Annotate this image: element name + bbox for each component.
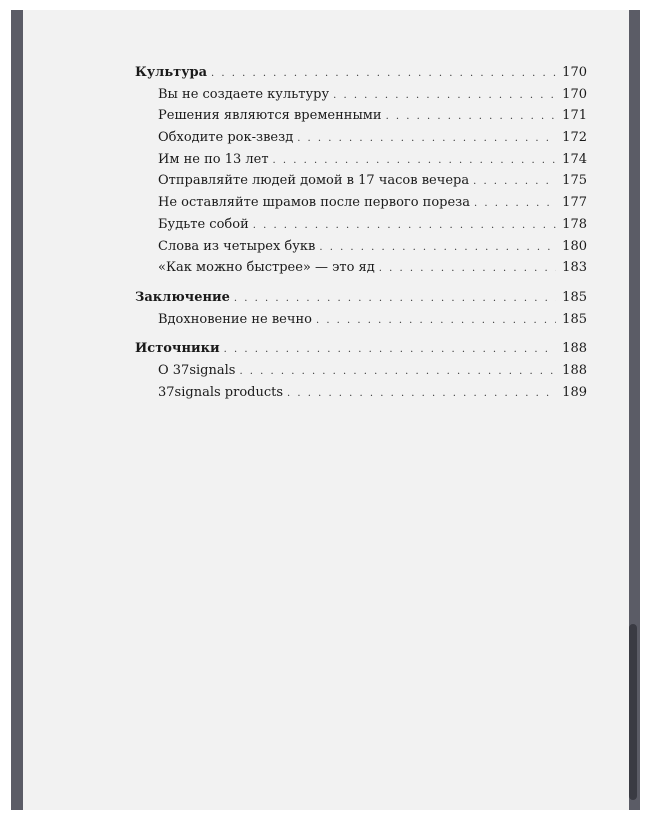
toc-page-number: 180: [562, 238, 587, 254]
toc-entry-title: О 37signals: [158, 362, 236, 378]
dot-leader: [273, 150, 557, 172]
toc-entry-row[interactable]: [135, 236, 587, 258]
toc-page-number: 172: [562, 130, 587, 146]
toc-page-number: 185: [562, 311, 587, 327]
dot-leader: [473, 171, 556, 193]
toc-chapter-row[interactable]: [135, 338, 587, 360]
toc-page-number: 183: [562, 260, 587, 276]
toc-entry-row[interactable]: [135, 84, 587, 106]
dot-leader: [211, 63, 556, 85]
scrollbar-thumb[interactable]: [629, 624, 637, 800]
toc-entry-row[interactable]: [135, 360, 587, 382]
dot-leader: [224, 339, 557, 361]
dot-leader: [474, 193, 556, 215]
toc-entry-title: Вы не создаете культуру: [158, 86, 330, 102]
toc-page-number: 188: [562, 362, 587, 378]
dot-leader: [287, 383, 556, 405]
toc-section: [135, 62, 587, 279]
toc-entry-row[interactable]: [135, 257, 587, 279]
dot-leader: [316, 310, 556, 332]
dot-leader: [239, 361, 556, 383]
toc-entry-row[interactable]: [135, 127, 587, 149]
toc-page-number: 188: [562, 341, 587, 357]
toc-section: [135, 338, 587, 403]
toc-section: [135, 287, 587, 330]
toc-page-number: 170: [562, 86, 587, 102]
toc-entry-title: Слова из четырех букв: [158, 238, 316, 254]
dot-leader: [333, 85, 556, 107]
toc-chapter-row[interactable]: [135, 287, 587, 309]
toc-page-number: 178: [562, 216, 587, 232]
toc-entry-row[interactable]: [135, 170, 587, 192]
toc-chapter-row[interactable]: [135, 62, 587, 84]
toc-page-number: 189: [562, 384, 587, 400]
toc-chapter-title: Культура: [135, 65, 208, 80]
toc-entry-title: Не оставляйте шрамов после первого пореза: [158, 195, 471, 211]
toc-entry-title: «Как можно быстрее» — это яд: [158, 260, 375, 276]
dot-leader: [319, 237, 556, 259]
toc-entry-row[interactable]: [135, 192, 587, 214]
toc-entry-title: Им не по 13 лет: [158, 151, 269, 167]
toc-entry-row[interactable]: [135, 382, 587, 404]
toc-page-number: 170: [562, 65, 587, 80]
toc-entry-title: 37signals products: [158, 384, 284, 400]
toc-page-number: 177: [562, 195, 587, 211]
dot-leader: [379, 258, 556, 280]
toc-page-number: 171: [562, 108, 587, 124]
toc-entry-title: Решения являются временными: [158, 108, 382, 124]
toc-entry-title: Обходите рок-звезд: [158, 130, 294, 146]
toc-entry-row[interactable]: [135, 309, 587, 331]
toc-entry-title: Отправляйте людей домой в 17 часов вечера: [158, 173, 470, 189]
toc-entry-row[interactable]: [135, 149, 587, 171]
toc-chapter-title: Источники: [135, 341, 220, 357]
toc-page-number: 185: [562, 289, 587, 305]
toc-page-number: 175: [562, 173, 587, 189]
toc-entry-row[interactable]: [135, 105, 587, 127]
dot-leader: [234, 288, 556, 310]
table-of-contents: [135, 62, 587, 411]
dot-leader: [253, 215, 556, 237]
toc-entry-title: Будьте собой: [158, 216, 249, 232]
dot-leader: [297, 128, 556, 150]
toc-page-number: 174: [562, 151, 587, 167]
toc-entry-title: Вдохновение не вечно: [158, 311, 312, 327]
toc-chapter-title: Заключение: [135, 289, 230, 305]
toc-entry-row[interactable]: [135, 214, 587, 236]
dot-leader: [386, 106, 557, 128]
